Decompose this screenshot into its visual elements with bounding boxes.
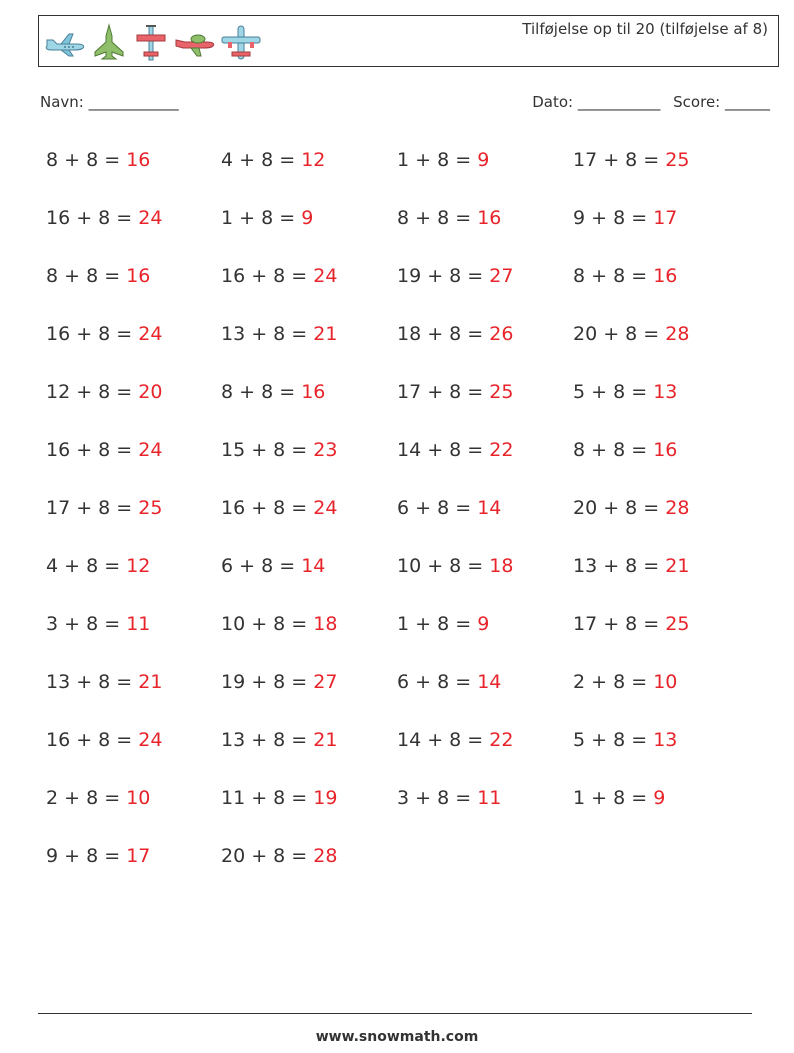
problem-question: 16 + 8 = [221,265,314,287]
problem-question: 8 + 8 = [46,265,127,287]
problem-2-13 [221,845,337,867]
problem-question: 16 + 8 = [221,497,314,519]
problem-answer: 9 [477,613,490,635]
problem-2-6 [221,439,337,461]
problem-1-5 [46,381,162,403]
problem-question: 17 + 8 = [397,381,490,403]
problem-1-9 [46,613,150,635]
problem-question: 19 + 8 = [221,671,314,693]
problem-answer: 25 [489,381,514,403]
problem-3-8 [397,555,513,577]
problem-answer: 28 [313,845,338,867]
problem-question: 5 + 8 = [573,381,654,403]
problem-1-11 [46,729,162,751]
problem-1-13 [46,845,150,867]
problem-2-3 [221,265,337,287]
problem-question: 6 + 8 = [397,497,478,519]
problem-answer: 10 [126,787,151,809]
problem-question: 1 + 8 = [573,787,654,809]
problem-4-9 [573,613,689,635]
problem-question: 1 + 8 = [397,613,478,635]
problem-answer: 22 [489,439,514,461]
problem-3-5 [397,381,513,403]
problem-answer: 13 [653,381,678,403]
problem-answer: 14 [301,555,326,577]
problem-1-4 [46,323,162,345]
worksheet-title: Tilføjelse op til 20 (tilføjelse af 8) [522,20,768,38]
problem-question: 14 + 8 = [397,439,490,461]
problem-2-10 [221,671,337,693]
problem-question: 8 + 8 = [46,149,127,171]
problem-question: 13 + 8 = [46,671,139,693]
problem-question: 8 + 8 = [573,265,654,287]
problem-question: 2 + 8 = [573,671,654,693]
problem-question: 18 + 8 = [397,323,490,345]
problem-answer: 9 [477,149,490,171]
problem-question: 17 + 8 = [46,497,139,519]
problem-1-3 [46,265,150,287]
problem-question: 5 + 8 = [573,729,654,751]
problem-1-7 [46,497,162,519]
date-field: Dato: ___________ [532,93,661,111]
problem-answer: 14 [477,671,502,693]
problem-3-3 [397,265,513,287]
problem-answer: 16 [653,439,678,461]
problem-answer: 25 [665,613,690,635]
problem-3-12 [397,787,501,809]
problem-question: 2 + 8 = [46,787,127,809]
problem-4-2 [573,207,677,229]
problem-question: 4 + 8 = [46,555,127,577]
problem-2-11 [221,729,337,751]
problem-4-12 [573,787,665,809]
problem-3-11 [397,729,513,751]
problem-answer: 24 [138,439,163,461]
problem-answer: 16 [126,149,151,171]
problem-answer: 27 [313,671,338,693]
problem-4-5 [573,381,677,403]
problem-3-1 [397,149,489,171]
problem-answer: 20 [138,381,163,403]
problem-answer: 17 [126,845,151,867]
problem-2-1 [221,149,325,171]
problem-2-4 [221,323,337,345]
problem-answer: 24 [313,265,338,287]
problem-question: 10 + 8 = [221,613,314,635]
problem-answer: 17 [653,207,678,229]
problem-question: 3 + 8 = [397,787,478,809]
problem-answer: 14 [477,497,502,519]
problem-4-6 [573,439,677,461]
problem-4-8 [573,555,689,577]
footer-divider [38,1013,752,1014]
problem-2-2 [221,207,313,229]
problem-4-4 [573,323,689,345]
problem-question: 20 + 8 = [221,845,314,867]
problem-1-2 [46,207,162,229]
problem-answer: 23 [313,439,338,461]
problem-answer: 24 [138,207,163,229]
score-field: Score: ______ [673,93,770,111]
problem-question: 9 + 8 = [573,207,654,229]
problem-3-4 [397,323,513,345]
problem-question: 17 + 8 = [573,149,666,171]
problem-question: 19 + 8 = [397,265,490,287]
problem-question: 1 + 8 = [397,149,478,171]
problem-question: 16 + 8 = [46,323,139,345]
problem-question: 13 + 8 = [573,555,666,577]
problem-4-11 [573,729,677,751]
problem-question: 13 + 8 = [221,729,314,751]
problem-answer: 16 [653,265,678,287]
problem-question: 16 + 8 = [46,729,139,751]
problem-question: 13 + 8 = [221,323,314,345]
problem-question: 16 + 8 = [46,207,139,229]
problem-answer: 24 [313,497,338,519]
problem-1-1 [46,149,150,171]
problem-3-2 [397,207,501,229]
problem-question: 1 + 8 = [221,207,302,229]
problem-2-7 [221,497,337,519]
problem-1-8 [46,555,150,577]
problem-answer: 12 [301,149,326,171]
problem-question: 6 + 8 = [221,555,302,577]
problem-2-5 [221,381,325,403]
problem-answer: 24 [138,323,163,345]
problem-3-7 [397,497,501,519]
problem-answer: 9 [653,787,666,809]
problem-3-9 [397,613,489,635]
problem-question: 12 + 8 = [46,381,139,403]
problem-question: 17 + 8 = [573,613,666,635]
problem-4-1 [573,149,689,171]
problem-answer: 22 [489,729,514,751]
problem-question: 20 + 8 = [573,497,666,519]
problem-question: 8 + 8 = [221,381,302,403]
problem-question: 3 + 8 = [46,613,127,635]
problem-answer: 25 [138,497,163,519]
problem-answer: 9 [301,207,314,229]
problem-answer: 19 [313,787,338,809]
problem-2-8 [221,555,325,577]
problem-answer: 25 [665,149,690,171]
problem-answer: 13 [653,729,678,751]
problem-question: 16 + 8 = [46,439,139,461]
problem-question: 6 + 8 = [397,671,478,693]
problem-answer: 28 [665,497,690,519]
problem-3-6 [397,439,513,461]
problem-answer: 12 [126,555,151,577]
problem-2-9 [221,613,337,635]
problem-answer: 21 [138,671,163,693]
problem-question: 20 + 8 = [573,323,666,345]
problem-3-10 [397,671,501,693]
problem-question: 10 + 8 = [397,555,490,577]
problem-answer: 18 [313,613,338,635]
problem-question: 9 + 8 = [46,845,127,867]
problem-1-6 [46,439,162,461]
problem-4-10 [573,671,677,693]
problem-question: 15 + 8 = [221,439,314,461]
problem-answer: 21 [313,323,338,345]
problem-answer: 18 [489,555,514,577]
problem-question: 8 + 8 = [397,207,478,229]
problem-2-12 [221,787,337,809]
problem-question: 8 + 8 = [573,439,654,461]
problem-answer: 21 [665,555,690,577]
problem-answer: 11 [126,613,151,635]
footer-url: www.snowmath.com [315,1029,479,1045]
problem-1-12 [46,787,150,809]
problem-answer: 21 [313,729,338,751]
name-field: Navn: ____________ [40,93,179,111]
problem-4-7 [573,497,689,519]
problem-answer: 10 [653,671,678,693]
problem-4-3 [573,265,677,287]
problem-answer: 11 [477,787,502,809]
problem-question: 11 + 8 = [221,787,314,809]
problem-answer: 27 [489,265,514,287]
problem-answer: 24 [138,729,163,751]
problem-answer: 28 [665,323,690,345]
problem-answer: 16 [477,207,502,229]
problem-question: 14 + 8 = [397,729,490,751]
problem-answer: 16 [301,381,326,403]
problem-question: 4 + 8 = [221,149,302,171]
problem-answer: 16 [126,265,151,287]
problem-answer: 26 [489,323,514,345]
problem-1-10 [46,671,162,693]
